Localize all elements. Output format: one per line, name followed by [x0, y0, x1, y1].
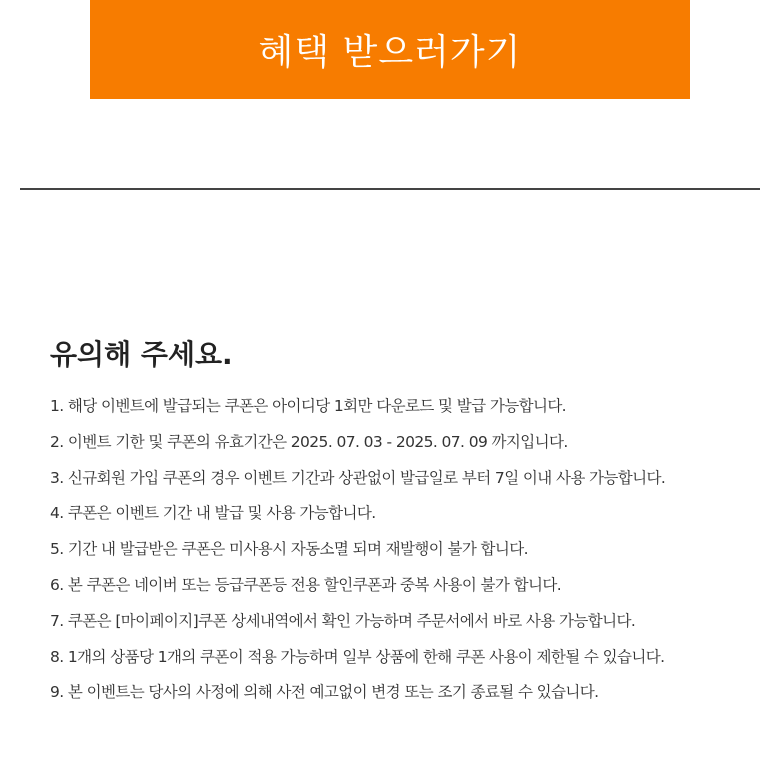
get-benefit-button[interactable]: [90, 0, 690, 99]
notice-item-7: 7. 쿠폰은 [마이페이지]쿠폰 상세내역에서 확인 가능하며 주문서에서 바로 사용 가능합니다.: [50, 611, 636, 630]
section-divider: [20, 188, 760, 190]
notice-item-8: 8. 1개의 상품당 1개의 쿠폰이 적용 가능하며 일부 상품에 한해 쿠폰 사용이 제한될 수 있습니다.: [50, 647, 665, 666]
notice-item-3: 3. 신규회원 가입 쿠폰의 경우 이벤트 기간과 상관없이 발급일로 부터 7일 이내 사용 가능합니다.: [50, 468, 666, 487]
notice-title: 유의해 주세요.: [50, 338, 233, 371]
notice-item-6: 6. 본 쿠폰은 네이버 또는 등급쿠폰등 전용 할인쿠폰과 중복 사용이 불가 합니다.: [50, 575, 562, 594]
notice-list: [50, 392, 665, 714]
get-benefit-button-label: 혜택 받으러가기: [258, 32, 522, 73]
notice-item-4: 4. 쿠폰은 이벤트 기간 내 발급 및 사용 가능합니다.: [50, 504, 376, 523]
notice-item-5: 5. 기간 내 발급받은 쿠폰은 미사용시 자동소멸 되며 재발행이 불가 합니다.: [50, 540, 529, 559]
notice-item-1: 1. 해당 이벤트에 발급되는 쿠폰은 아이디당 1회만 다운로드 및 발급 가능합니다.: [50, 397, 567, 415]
notice-item-2: 2. 이벤트 기한 및 쿠폰의 유효기간은 2025. 07. 03 - 2025. 07. 09 까지입니다.: [50, 432, 568, 451]
notice-item-9: 9. 본 이벤트는 당사의 사정에 의해 사전 예고없이 변경 또는 조기 종료될 수 있습니다.: [50, 683, 599, 702]
